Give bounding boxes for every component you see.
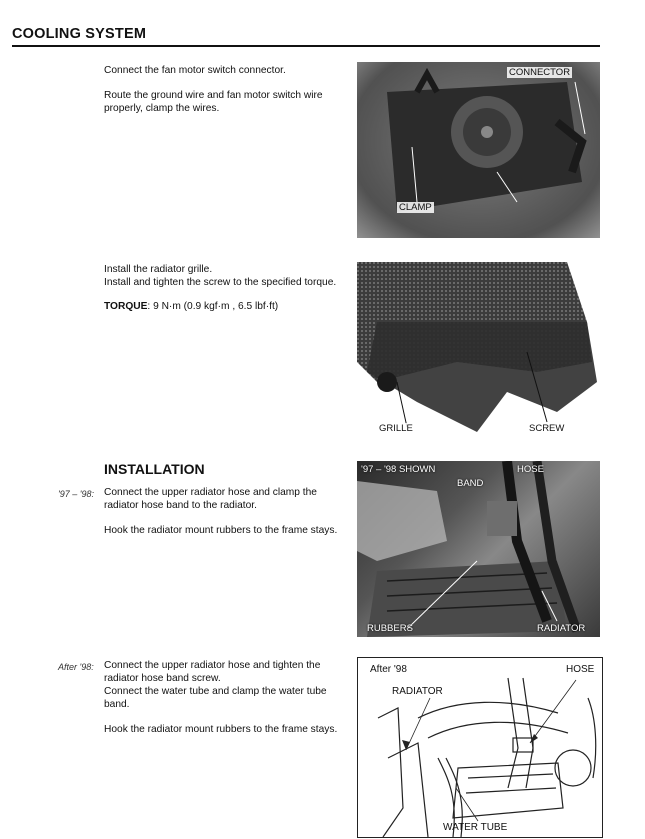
- after98-hose-instruction-line1: Connect the upper radiator hose and tighten the: [104, 660, 321, 671]
- grille-label: GRILLE: [379, 423, 413, 434]
- radiator-grille-photo: [357, 262, 600, 438]
- fan-motor-photo-drawing: [357, 62, 600, 238]
- route-wires-instruction-line1: Route the ground wire and fan motor switch wire: [104, 90, 323, 101]
- diagram-radiator-label: RADIATOR: [392, 686, 443, 697]
- band-label: BAND: [457, 478, 484, 489]
- radiator-label: RADIATOR: [537, 623, 586, 634]
- after-98-diagram-title: After '98: [370, 664, 407, 675]
- diagram-hose-label: HOSE: [566, 664, 595, 675]
- model-year-note-after-98: After '98:: [58, 662, 94, 672]
- hose-label: HOSE: [517, 464, 544, 475]
- after98-water-tube-instruction-line1: Connect the water tube and clamp the water tube: [104, 686, 327, 697]
- torque-value: : 9 N·m (0.9 kgf·m , 6.5 lbf·ft): [147, 301, 279, 312]
- radiator-grille-photo-drawing: [357, 262, 600, 438]
- torque-label: TORQUE: [104, 301, 148, 312]
- torque-spec: [104, 300, 278, 313]
- page-header-title: COOLING SYSTEM: [12, 26, 147, 42]
- fan-motor-photo: [357, 62, 600, 238]
- connector-label: CONNECTOR: [509, 67, 571, 78]
- rubbers-label: RUBBERS: [367, 623, 413, 634]
- after-98-diagram-drawing: [358, 658, 602, 837]
- after98-mount-rubbers-instruction: Hook the radiator mount rubbers to the frame stays.: [104, 724, 338, 735]
- mount-rubbers-instruction: Hook the radiator mount rubbers to the frame stays.: [104, 525, 338, 536]
- upper-hose-instruction-line1: Connect the upper radiator hose and clamp the: [104, 487, 317, 498]
- diagram-water-tube-label: WATER TUBE: [443, 822, 508, 833]
- clamp-label: CLAMP: [399, 202, 432, 213]
- after98-hose-instruction-line2: radiator hose band screw.: [104, 673, 221, 684]
- after-98-diagram: [357, 657, 603, 838]
- header-rule: [12, 45, 600, 47]
- radiator-97-98-photo: [357, 461, 600, 637]
- fan-connector-instruction: Connect the fan motor switch connector.: [104, 65, 286, 76]
- installation-heading: INSTALLATION: [104, 461, 205, 477]
- upper-hose-instruction-line2: radiator hose band to the radiator.: [104, 500, 257, 511]
- 97-98-shown-label: '97 – '98 SHOWN: [361, 464, 436, 475]
- install-grille-instruction: Install the radiator grille.: [104, 264, 213, 275]
- route-wires-instruction-line2: properly, clamp the wires.: [104, 103, 220, 114]
- screw-label: SCREW: [529, 423, 565, 434]
- tighten-screw-instruction: Install and tighten the screw to the specified torque.: [104, 277, 337, 288]
- after98-water-tube-instruction-line2: band.: [104, 699, 130, 710]
- model-year-note-97-98: '97 – '98:: [58, 489, 94, 499]
